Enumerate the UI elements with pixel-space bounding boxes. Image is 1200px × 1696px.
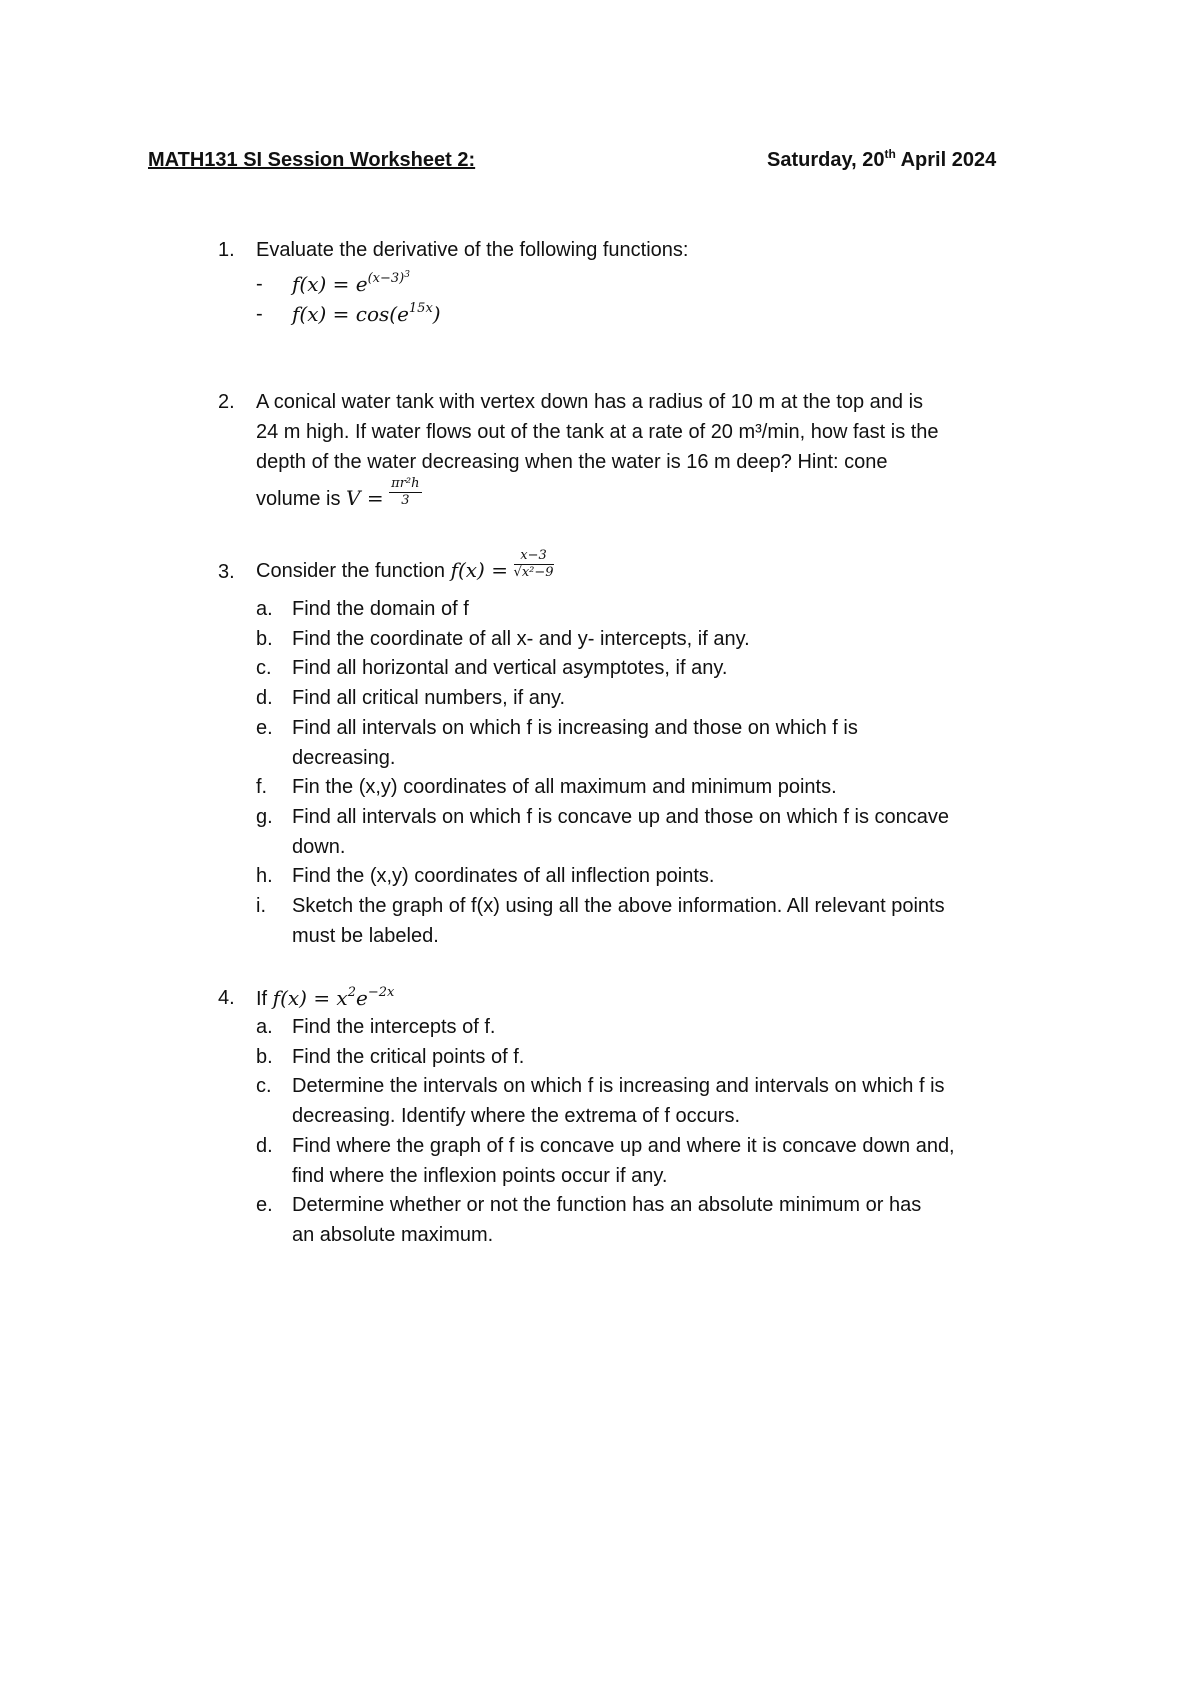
sub-question-text: Find all intervals on which f is increasing and those on which f is: [292, 716, 858, 739]
sub-question-text: find where the inflexion points occur if any.: [292, 1164, 668, 1187]
sub-question-letter: c.: [256, 1075, 272, 1098]
q4-intro: If: [256, 988, 273, 1010]
sub-question-letter: d.: [256, 687, 273, 710]
q1-formula-1-exp-base: (x−3): [367, 271, 405, 286]
sub-question-letter: c.: [256, 657, 272, 680]
q4-sup-1: 2: [347, 985, 356, 1000]
question-4-number: 4.: [218, 987, 235, 1009]
q2-volume-prefix: volume is: [256, 488, 347, 510]
date-suffix: April 2024: [895, 149, 997, 171]
sub-question-text: Determine whether or not the function has an absolute minimum or has: [292, 1194, 922, 1217]
q2-line-1: A conical water tank with vertex down has a radius of 10 m at the top and is: [256, 391, 924, 413]
sub-question-letter: f.: [256, 776, 268, 799]
q2-line-3: depth of the water decreasing when the water is 16 m deep? Hint: cone: [256, 451, 888, 473]
sub-question-text: Find the intercepts of f.: [292, 1016, 496, 1038]
worksheet-title: MATH131 SI Session Worksheet 2:: [148, 149, 476, 171]
q1-formula-1-lhs: f(x) = e: [292, 272, 368, 296]
sub-question-text: Find the domain of f: [292, 598, 469, 620]
q1-formula-2: [292, 300, 441, 330]
sub-question-letter: h.: [256, 865, 273, 888]
sub-question-text: Sketch the graph of f(x) using all the above information. All relevant points: [292, 895, 945, 917]
sub-question-text: an absolute maximum.: [292, 1223, 494, 1246]
question-1-number: 1.: [218, 239, 235, 261]
sub-question-letter: b.: [256, 1045, 273, 1068]
sub-question-letter: d.: [256, 1134, 273, 1157]
q1-formula-1: [292, 270, 410, 300]
q4-intro-line: [256, 984, 394, 1015]
q3-function-fraction: [514, 548, 554, 581]
sub-question-text: must be labeled.: [292, 924, 439, 947]
cone-volume-denominator: 3: [401, 493, 410, 509]
q2-volume-line: [256, 476, 422, 515]
q1-formula-2-exp: 15x: [408, 301, 433, 316]
q2-volume-lhs: V =: [346, 486, 384, 510]
sub-question-text: Find where the graph of f is concave up and where it is concave down and,: [292, 1134, 955, 1157]
sub-question-letter: a.: [256, 1016, 273, 1038]
cone-volume-numerator: πr²h: [391, 476, 420, 492]
sub-question-text: decreasing.: [292, 746, 396, 769]
sub-question-text: Find all horizontal and vertical asymptotes, if any.: [292, 657, 728, 680]
sub-question-text: Find the (x,y) coordinates of all inflection points.: [292, 865, 715, 888]
cone-volume-fraction: [389, 476, 421, 509]
question-3-number: 3.: [218, 561, 235, 583]
sub-question-letter: g.: [256, 805, 273, 828]
sub-question-text: Fin the (x,y) coordinates of all maximum and minimum points.: [292, 776, 837, 799]
q3-denominator: √x²−9: [513, 565, 554, 581]
q3-intro-line: [256, 548, 554, 587]
sub-question-text: Determine the intervals on which f is increasing and intervals on which f is: [292, 1075, 945, 1098]
q4-sup-2: −2x: [367, 985, 395, 1000]
q3-fx: f(x) =: [450, 558, 508, 582]
q1-formula-1-exp2: 3: [404, 270, 410, 280]
q2-line-2: 24 m high. If water flows out of the tank at a rate of 20 m³/min, how fast is the: [256, 421, 939, 443]
sub-question-text: Find the critical points of f.: [292, 1045, 525, 1068]
sub-question-text: Find all critical numbers, if any.: [292, 687, 566, 710]
date-prefix: Saturday, 20: [767, 149, 885, 171]
worksheet-date: [767, 146, 996, 174]
sub-question-text: Find the coordinate of all x- and y- intercepts, if any.: [292, 627, 750, 650]
q3-intro: Consider the function: [256, 560, 451, 582]
q1-bullet-1: -: [256, 273, 263, 295]
q1-formula-2-lhs: f(x) = cos(e: [292, 302, 409, 326]
q4-e: e: [356, 986, 368, 1010]
sub-question-letter: b.: [256, 627, 273, 650]
q1-formula-1-exp: [368, 271, 410, 286]
date-sup: th: [884, 147, 896, 161]
sub-question-text: down.: [292, 835, 346, 858]
q4-fx: f(x) = x: [272, 986, 348, 1010]
q1-bullet-2: -: [256, 303, 263, 325]
question-1-text: Evaluate the derivative of the following functions:: [256, 239, 689, 261]
sub-question-text: decreasing. Identify where the extrema of f occurs.: [292, 1105, 740, 1128]
q1-formula-2-close: ): [432, 302, 441, 326]
sub-question-letter: i.: [256, 895, 266, 917]
sub-question-letter: e.: [256, 716, 273, 739]
question-2-number: 2.: [218, 391, 235, 413]
sub-question-text: Find all intervals on which f is concave up and those on which f is concave: [292, 805, 950, 828]
sub-question-letter: e.: [256, 1194, 273, 1217]
q3-numerator: x−3: [514, 548, 554, 565]
sub-question-letter: a.: [256, 598, 273, 620]
